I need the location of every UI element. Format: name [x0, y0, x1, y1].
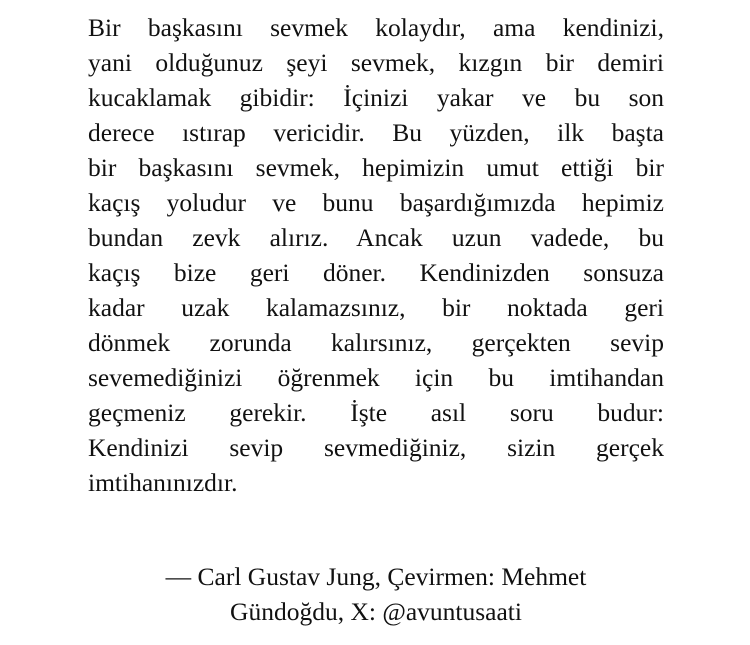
- quote-line: dönmek zorunda kalırsınız, gerçekten sevip: [88, 328, 664, 357]
- quote-line: kucaklamak gibidir: İçinizi yakar ve bu son: [88, 83, 664, 112]
- quote-line: imtihanınızdır.: [88, 468, 238, 497]
- quote-line: yani olduğunuz şeyi sevmek, kızgın bir demiri: [88, 48, 664, 77]
- quote-line: Kendinizi sevip sevmediğiniz, sizin gerçek: [88, 433, 664, 462]
- attribution-line-source: Gündoğdu, X: @avuntusaati: [230, 597, 522, 626]
- quote-line: bundan zevk alırız. Ancak uzun vadede, bu: [88, 223, 664, 252]
- quote-text: [88, 10, 664, 500]
- quote-line: sevemediğinizi öğrenmek için bu imtihandan: [88, 363, 664, 392]
- quote-line: kaçış bize geri döner. Kendinizden sonsuza: [88, 258, 664, 287]
- attribution: [88, 559, 664, 629]
- quote-line: derece ıstırap vericidir. Bu yüzden, ilk başta: [88, 118, 664, 147]
- quote-line: bir başkasını sevmek, hepimizin umut ettiği bir: [88, 153, 664, 182]
- quote-line: geçmeniz gerekir. İşte asıl soru budur:: [88, 398, 664, 427]
- quote-line: Bir başkasını sevmek kolaydır, ama kendinizi,: [88, 13, 664, 42]
- quote-line: kaçış yoludur ve bunu başardığımızda hepimiz: [88, 188, 664, 217]
- attribution-line-author: — Carl Gustav Jung, Çevirmen: Mehmet: [165, 562, 587, 591]
- quote-line: kadar uzak kalamazsınız, bir noktada geri: [88, 293, 664, 322]
